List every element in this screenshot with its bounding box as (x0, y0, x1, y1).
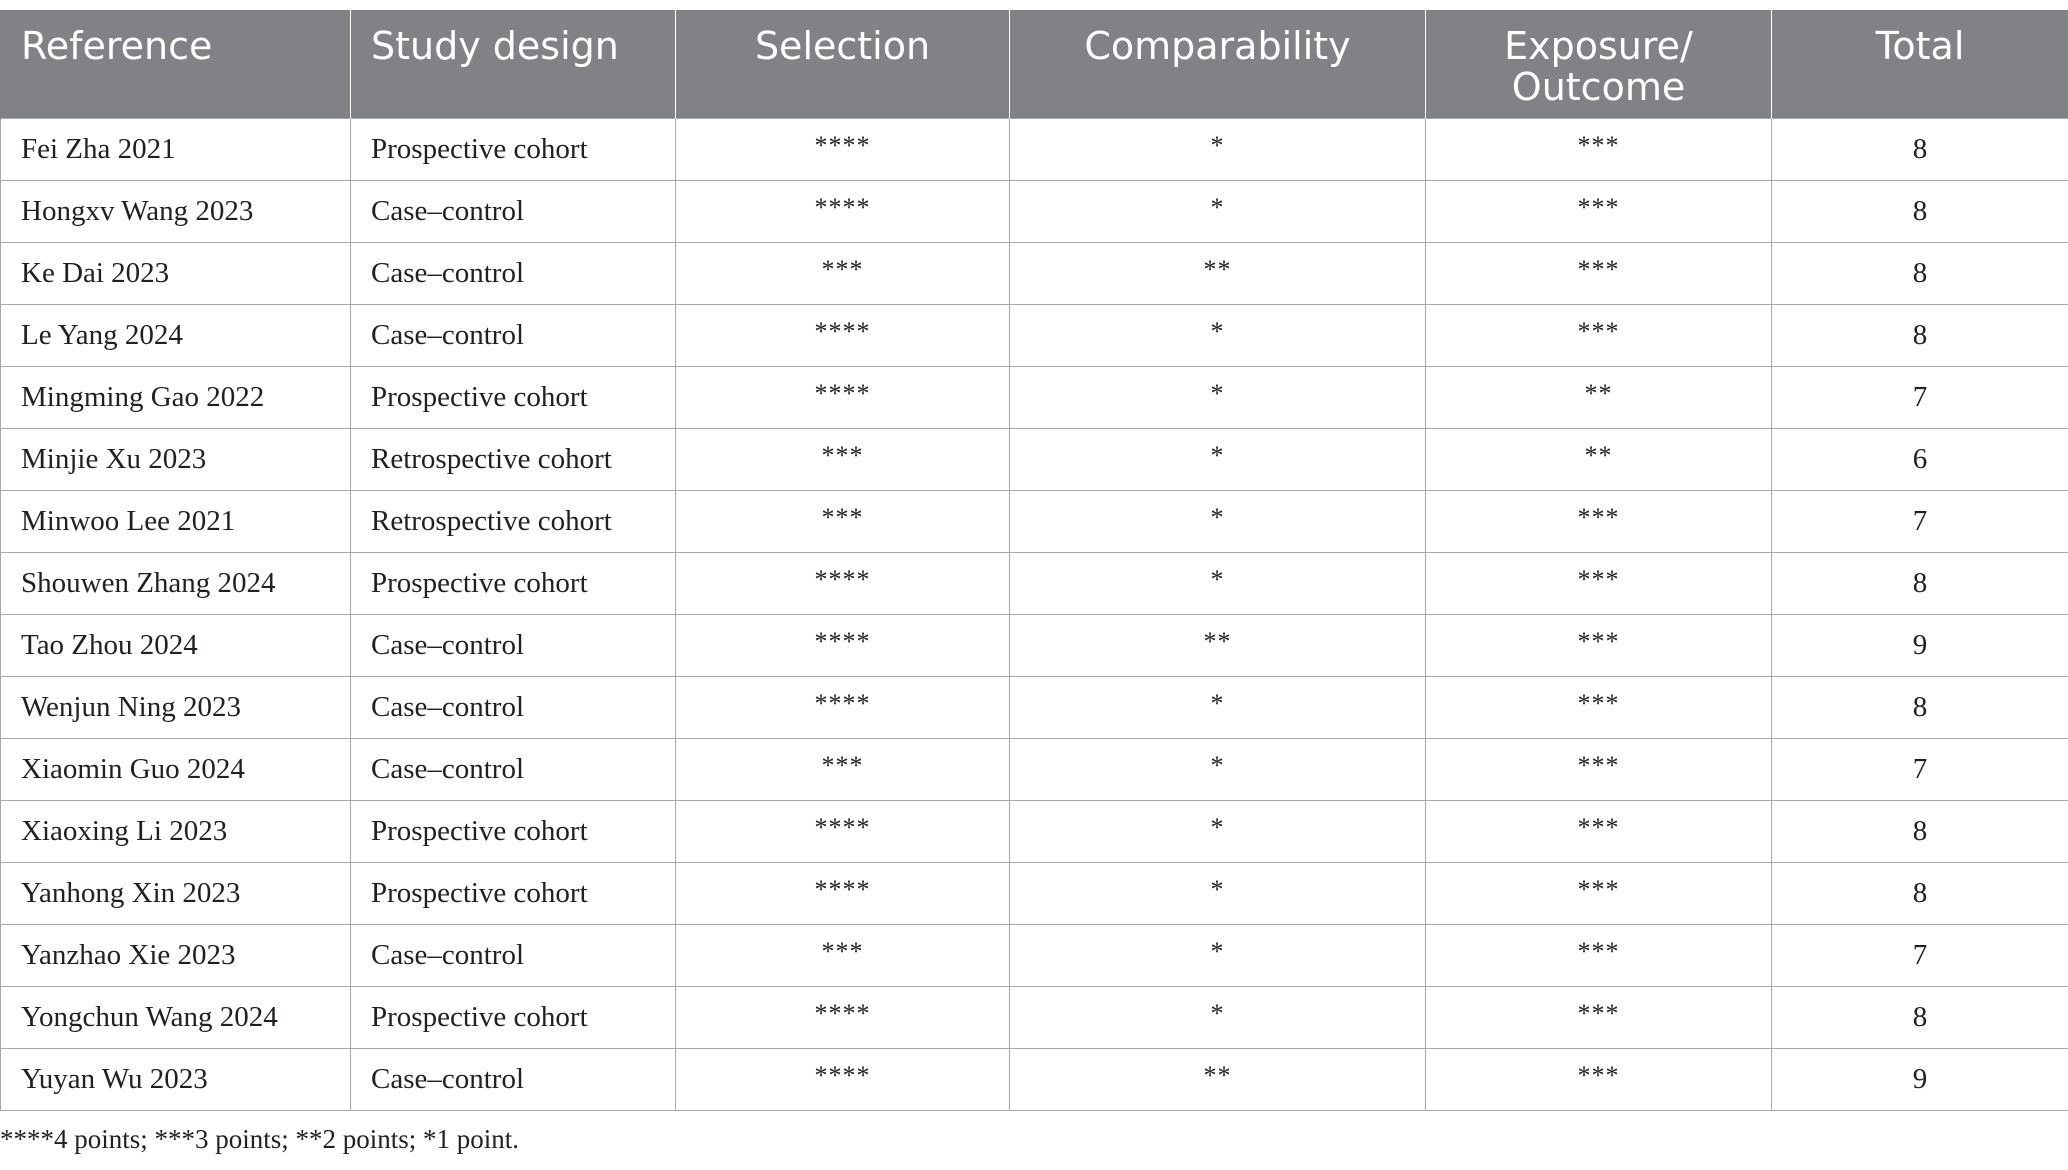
exposure-outcome-cell: *** (1426, 1048, 1772, 1110)
reference-cell: Ke Dai 2023 (1, 242, 351, 304)
study-design-cell: Case–control (351, 304, 676, 366)
selection-cell: **** (676, 366, 1010, 428)
header-selection: Selection (676, 10, 1010, 118)
reference-cell: Yuyan Wu 2023 (1, 1048, 351, 1110)
total-cell: 7 (1772, 924, 2068, 986)
total-cell: 8 (1772, 118, 2068, 180)
reference-cell: Yanhong Xin 2023 (1, 862, 351, 924)
table-row (1, 490, 2068, 552)
total-cell: 9 (1772, 614, 2068, 676)
study-design-cell: Prospective cohort (351, 552, 676, 614)
reference-cell: Yongchun Wang 2024 (1, 986, 351, 1048)
total-cell: 6 (1772, 428, 2068, 490)
reference-cell: Tao Zhou 2024 (1, 614, 351, 676)
table-row (1, 862, 2068, 924)
study-design-cell: Case–control (351, 738, 676, 800)
selection-cell: **** (676, 118, 1010, 180)
selection-cell: **** (676, 304, 1010, 366)
exposure-outcome-cell: *** (1426, 180, 1772, 242)
comparability-cell: * (1010, 304, 1426, 366)
selection-cell: **** (676, 676, 1010, 738)
study-design-cell: Prospective cohort (351, 986, 676, 1048)
selection-cell: *** (676, 738, 1010, 800)
exposure-outcome-cell: *** (1426, 986, 1772, 1048)
comparability-cell: * (1010, 118, 1426, 180)
exposure-outcome-cell: *** (1426, 676, 1772, 738)
comparability-cell: * (1010, 862, 1426, 924)
table-row (1, 304, 2068, 366)
header-exposure-line1: Exposure/ (1504, 24, 1693, 68)
reference-cell: Minwoo Lee 2021 (1, 490, 351, 552)
table-row (1, 552, 2068, 614)
table-row (1, 428, 2068, 490)
reference-cell: Xiaomin Guo 2024 (1, 738, 351, 800)
study-design-cell: Case–control (351, 242, 676, 304)
selection-cell: **** (676, 614, 1010, 676)
table-row (1, 800, 2068, 862)
comparability-cell: * (1010, 986, 1426, 1048)
exposure-outcome-cell: *** (1426, 614, 1772, 676)
exposure-outcome-cell: *** (1426, 800, 1772, 862)
selection-cell: **** (676, 800, 1010, 862)
selection-cell: **** (676, 862, 1010, 924)
exposure-outcome-cell: *** (1426, 304, 1772, 366)
table-row (1, 676, 2068, 738)
table-row (1, 924, 2068, 986)
selection-cell: **** (676, 1048, 1010, 1110)
comparability-cell: ** (1010, 242, 1426, 304)
comparability-cell: * (1010, 552, 1426, 614)
comparability-cell: * (1010, 676, 1426, 738)
total-cell: 8 (1772, 986, 2068, 1048)
exposure-outcome-cell: ** (1426, 366, 1772, 428)
total-cell: 8 (1772, 676, 2068, 738)
total-cell: 8 (1772, 800, 2068, 862)
exposure-outcome-cell: *** (1426, 862, 1772, 924)
comparability-cell: * (1010, 180, 1426, 242)
total-cell: 8 (1772, 552, 2068, 614)
reference-cell: Minjie Xu 2023 (1, 428, 351, 490)
total-cell: 7 (1772, 738, 2068, 800)
comparability-cell: * (1010, 924, 1426, 986)
selection-cell: *** (676, 490, 1010, 552)
header-total: Total (1772, 10, 2068, 118)
header-exposure-outcome (1426, 10, 1772, 118)
total-cell: 8 (1772, 304, 2068, 366)
study-design-cell: Case–control (351, 1048, 676, 1110)
comparability-cell: * (1010, 366, 1426, 428)
selection-cell: *** (676, 242, 1010, 304)
reference-cell: Xiaoxing Li 2023 (1, 800, 351, 862)
study-design-cell: Case–control (351, 614, 676, 676)
table-header (1, 10, 2068, 118)
study-design-cell: Prospective cohort (351, 800, 676, 862)
selection-cell: *** (676, 924, 1010, 986)
table-row (1, 366, 2068, 428)
exposure-outcome-cell: *** (1426, 924, 1772, 986)
total-cell: 7 (1772, 490, 2068, 552)
table-row (1, 180, 2068, 242)
header-row (1, 10, 2068, 118)
study-design-cell: Case–control (351, 180, 676, 242)
table-footnote: ****4 points; ***3 points; **2 points; *1 point. (0, 1124, 520, 1154)
reference-cell: Wenjun Ning 2023 (1, 676, 351, 738)
total-cell: 8 (1772, 862, 2068, 924)
comparability-cell: * (1010, 490, 1426, 552)
reference-cell: Mingming Gao 2022 (1, 366, 351, 428)
comparability-cell: ** (1010, 614, 1426, 676)
selection-cell: **** (676, 552, 1010, 614)
comparability-cell: * (1010, 800, 1426, 862)
header-comparability: Comparability (1010, 10, 1426, 118)
reference-cell: Hongxv Wang 2023 (1, 180, 351, 242)
reference-cell: Fei Zha 2021 (1, 118, 351, 180)
reference-cell: Le Yang 2024 (1, 304, 351, 366)
study-design-cell: Prospective cohort (351, 118, 676, 180)
quality-assessment-table (0, 10, 2068, 1111)
selection-cell: **** (676, 180, 1010, 242)
comparability-cell: * (1010, 428, 1426, 490)
exposure-outcome-cell: *** (1426, 738, 1772, 800)
table-row (1, 242, 2068, 304)
reference-cell: Yanzhao Xie 2023 (1, 924, 351, 986)
comparability-cell: * (1010, 738, 1426, 800)
table-body (1, 118, 2068, 1110)
header-study-design: Study design (351, 10, 676, 118)
table-row (1, 738, 2068, 800)
study-design-cell: Case–control (351, 924, 676, 986)
exposure-outcome-cell: *** (1426, 552, 1772, 614)
exposure-outcome-cell: *** (1426, 242, 1772, 304)
comparability-cell: ** (1010, 1048, 1426, 1110)
total-cell: 9 (1772, 1048, 2068, 1110)
total-cell: 8 (1772, 242, 2068, 304)
table-row (1, 1048, 2068, 1110)
exposure-outcome-cell: *** (1426, 490, 1772, 552)
table-row (1, 118, 2068, 180)
selection-cell: **** (676, 986, 1010, 1048)
total-cell: 7 (1772, 366, 2068, 428)
study-design-cell: Prospective cohort (351, 862, 676, 924)
exposure-outcome-cell: ** (1426, 428, 1772, 490)
table-row (1, 986, 2068, 1048)
study-design-cell: Prospective cohort (351, 366, 676, 428)
total-cell: 8 (1772, 180, 2068, 242)
reference-cell: Shouwen Zhang 2024 (1, 552, 351, 614)
header-exposure-line2: Outcome (1511, 65, 1686, 109)
table-row (1, 614, 2068, 676)
study-design-cell: Retrospective cohort (351, 490, 676, 552)
header-reference: Reference (1, 10, 351, 118)
study-design-cell: Retrospective cohort (351, 428, 676, 490)
selection-cell: *** (676, 428, 1010, 490)
study-design-cell: Case–control (351, 676, 676, 738)
exposure-outcome-cell: *** (1426, 118, 1772, 180)
